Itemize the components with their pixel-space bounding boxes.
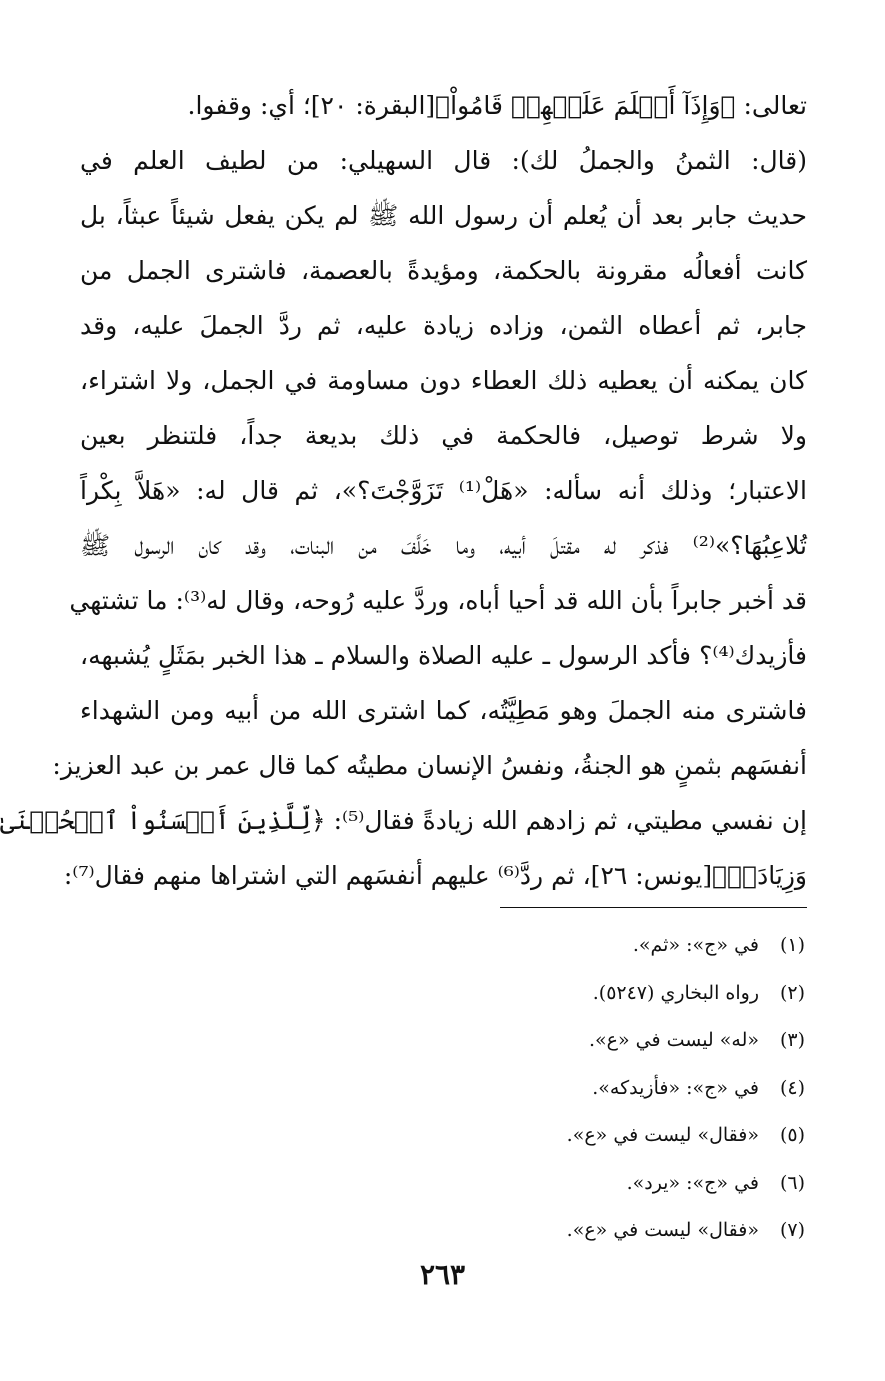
footnote-number: (١) [779, 934, 805, 956]
footnote-text: «فقال» ليست في «ع». [566, 1124, 759, 1146]
footnote-item [385, 1160, 805, 1208]
footnote-number: (٧) [779, 1219, 805, 1241]
text-line: وَزِيَادَةٞ﴾[يونس: ٢٦]، ثم ردَّ⁽⁶⁾ عليهم أنفسَهم التي اشتراها منهم فقال⁽⁷⁾: [63, 861, 807, 890]
footnote-item [385, 970, 805, 1018]
footnote-number: (٥) [779, 1124, 805, 1146]
footnote-item [385, 1207, 805, 1255]
text-line: كان يمكنه أن يعطيه ذلك العطاء دون مساومة في الجمل، ولا اشتراء، [80, 366, 807, 395]
text-line: كانت أفعالُه مقرونة بالحكمة، ومؤيدةً بالعصمة، فاشترى الجمل من [80, 256, 807, 285]
footnote-number: (٢) [779, 981, 805, 1004]
footnote-text: «فقال» ليست في «ع». [566, 1219, 759, 1241]
text-line: تعالى: ﴿وَإِذَآ أَظۡلَمَ عَلَيۡهِمۡ قَامُواْ﴾[البقرة: ٢٠]؛ أي: وقفوا. [187, 91, 807, 120]
footnote-item [385, 922, 805, 970]
footnote-text: في «ج»: «يرد». [626, 1171, 759, 1194]
footnote-number: (٦) [779, 1171, 805, 1194]
main-text [0, 78, 807, 903]
text-line: قد أخبر جابراً بأن الله قد أحيا أباه، وردَّ عليه رُوحه، وقال له⁽³⁾: ما تشتهي [69, 586, 807, 615]
footnotes [385, 922, 805, 1255]
text-line: تُلاعِبُهَا؟»⁽²⁾ فذكر له مقتلَ أبيه، وما خَلَّفَ من البنات، وقد كان الرسول ﷺ [80, 531, 807, 560]
text-line: إن نفسي مطيتي، ثم زادهم الله زيادةً فقال⁽⁵⁾: ﴿لِّلَّذِينَ أَحۡسَنُواْ ٱلۡحُسۡنَىٰ [0, 806, 807, 835]
footnote-text: رواه البخاري (٥٢٤٧). [592, 981, 759, 1004]
footnote-item [385, 1065, 805, 1113]
text-line: حديث جابر بعد أن يُعلم أن رسول الله ﷺ لم يكن يفعل شيئاً عبثاً، بل [80, 201, 807, 230]
footnote-item [385, 1112, 805, 1160]
text-line: فاشترى منه الجملَ وهو مَطِيَّتُه، كما اشترى الله من أبيه ومن الشهداء [80, 696, 807, 725]
text-line: الاعتبار؛ وذلك أنه سأله: «هَلْ⁽¹⁾ تَزَوَّجْتَ؟»، ثم قال له: «هَلاَّ بِكْراً [80, 476, 807, 505]
footnote-number: (٣) [779, 1029, 805, 1051]
footnote-text: في «ج»: «ثم». [632, 934, 759, 956]
footnote-number: (٤) [779, 1076, 805, 1099]
footnote-text: في «ج»: «فأزيدكه». [592, 1076, 759, 1099]
text-line: فأزيدك⁽⁴⁾؟ فأكد الرسول ـ عليه الصلاة والسلام ـ هذا الخبر بمَثَلٍ يُشبهه، [80, 641, 807, 670]
footnote-divider [500, 907, 807, 908]
text-line: ولا شرط توصيل، فالحكمة في ذلك بديعة جداً، فلتنظر بعين [80, 421, 807, 450]
text-line: جابر، ثم أعطاه الثمن، وزاده زيادة عليه، ثم ردَّ الجملَ عليه، وقد [80, 311, 807, 340]
footnote-text: «له» ليست في «ع». [588, 1029, 759, 1051]
page-number: ٢٦٣ [419, 1258, 466, 1291]
text-line: (قال: الثمنُ والجملُ لك): قال السهيلي: من لطيف العلم في [80, 146, 807, 175]
footnote-item [385, 1017, 805, 1065]
text-line: أنفسَهم بثمنٍ هو الجنةُ، ونفسُ الإنسان مطيتُه كما قال عمر بن عبد العزيز: [52, 751, 807, 780]
